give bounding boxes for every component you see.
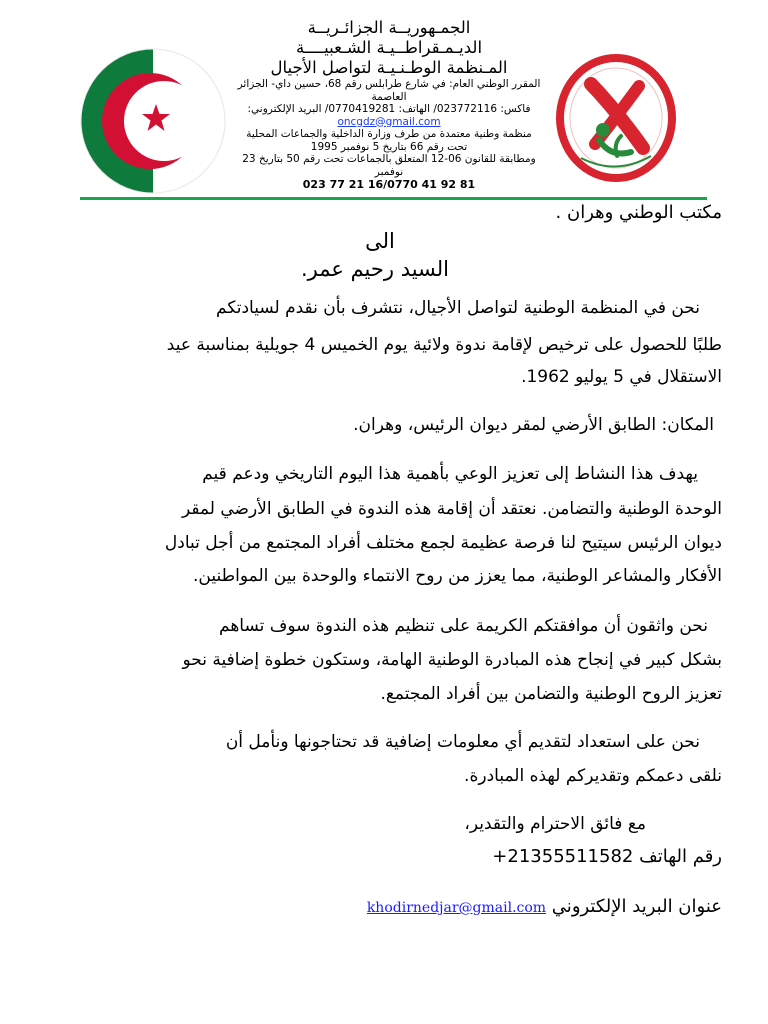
addressee-prefix: الى — [365, 229, 395, 253]
paragraph2-line2: الوحدة الوطنية والتضامن. نعتقد أن إقامة هذه الندوة في الطابق الأرضي لمقر — [181, 499, 722, 519]
event-place: المكان: الطابق الأرضي لمقر ديوان الرئيس، وهران. — [353, 415, 714, 435]
paragraph1-line2: طلبًا للحصول على ترخيص لإقامة ندوة ولائية يوم الخميس 4 جويلية بمناسبة عيد — [166, 335, 722, 355]
organization-contact — [236, 103, 542, 128]
phone-line — [492, 846, 722, 867]
letterhead-text — [236, 18, 542, 191]
republic-name-line1: الجمـهوريــة الجزائـريــة — [307, 18, 471, 37]
paragraph3-line1: نحن واثقون أن موافقتكم الكريمة على تنظيم هذه الندوة سوف تساهم — [219, 616, 708, 636]
organization-address: المقرر الوطني العام: في شارع طرابلس رقم 68، حسين داي- الجزائر العاصمة — [237, 78, 541, 103]
email-link[interactable]: khodirnedjar@gmail.com — [366, 900, 547, 916]
phone-label: رقم الهاتف — [633, 846, 722, 867]
paragraph3-line3: تعزيز الروح الوطنية والتضامن بين أفراد المجتمع. — [380, 684, 722, 704]
email-line — [367, 896, 722, 917]
republic-name-line2: الديـمـقراطــيـة الشـعبيــــة — [295, 38, 483, 57]
header-divider — [80, 197, 707, 200]
paragraph4-line1: نحن على استعداد لتقديم أي معلومات إضافية قد تحتاجونها ونأمل أن — [225, 732, 700, 752]
email-label: عنوان البريد الإلكتروني — [546, 896, 722, 917]
paragraph2-line4: الأفكار والمشاعر الوطنية، مما يعزز من روح الانتماء والوحدة بين المواطنين. — [192, 566, 722, 586]
letterhead — [78, 18, 690, 196]
registration-line2: ومطابقة للقانون 06-12 المتعلق بالجماعات تحت رقم 50 بتاريخ 23 نوفمبر — [242, 153, 536, 178]
paragraph2-line1: يهدف هذا النشاط إلى تعزيز الوعي بأهمية هذا اليوم التاريخي ودعم قيم — [202, 464, 698, 484]
paragraph3-line2: بشكل كبير في إنجاح هذه المبادرة الوطنية الهامة، وستكون خطوة إضافية نحو — [182, 650, 722, 670]
organization-email-link[interactable]: oncgdz@gmail.com — [337, 115, 441, 128]
registration-line1: منظمة وطنية معتمدة من طرف وزارة الداخلية والجماعات المحلية تحت رقم 66 بتاريخ 5 نوفمبر 1995 — [246, 128, 532, 153]
closing-salutation: مع فائق الاحترام والتقدير، — [464, 814, 646, 834]
sender-office: مكتب الوطني وهران . — [555, 202, 722, 223]
paragraph4-line2: نلقى دعمكم وتقديركم لهذه المبادرة. — [464, 766, 722, 786]
addressee-name: السيد رحيم عمر. — [300, 257, 450, 281]
organization-fax-phone: فاكس: 023772116/ الهاتف: 0770419281/ البريد الإلكتروني: — [247, 103, 531, 115]
paragraph1-line1: نحن في المنظمة الوطنية لتواصل الأجيال، نتشرف بأن نقدم لسيادتكم — [216, 298, 700, 318]
organization-logo-icon — [551, 48, 681, 188]
paragraph1-line3: الاستقلال في 5 يوليو 1962. — [521, 367, 722, 387]
organization-name: المـنظمة الوطـنـيـة لتواصل الأجيال — [270, 58, 508, 77]
organization-phones: 023 77 21 16/0770 41 92 81 — [302, 178, 476, 191]
phone-number: +21355511582 — [492, 846, 634, 867]
paragraph2-line3: ديوان الرئيس سيتيح لنا فرصة عظيمة لجمع مختلف أفراد المجتمع من أجل تبادل — [164, 533, 722, 553]
algeria-flag-emblem-icon — [78, 46, 228, 196]
